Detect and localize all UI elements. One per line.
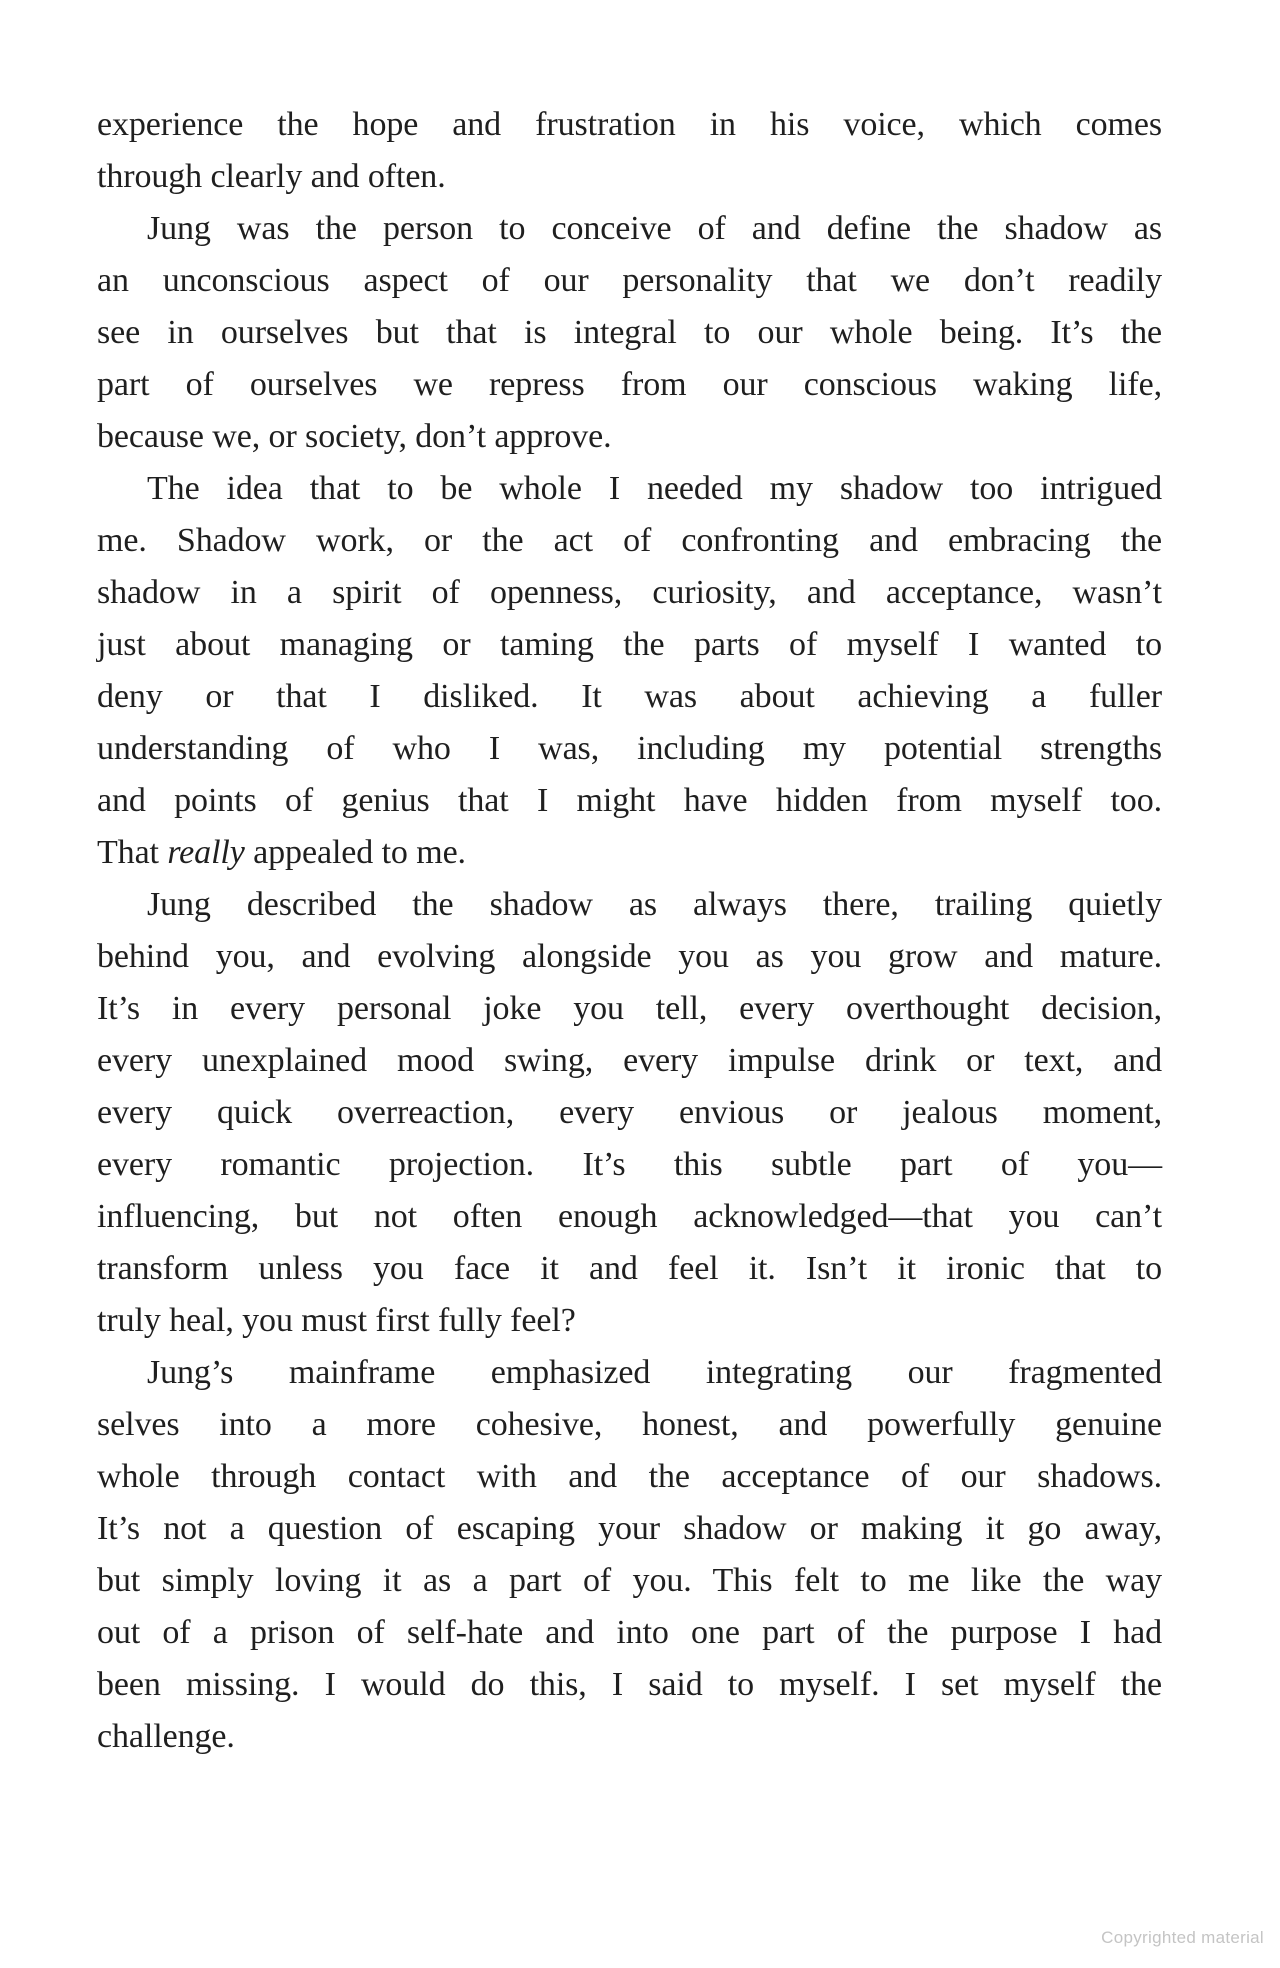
- text-line: [97, 515, 1162, 567]
- text-line: [97, 671, 1162, 723]
- text-line: [97, 255, 1162, 307]
- text-segment: every romantic projection. It’s this subtle part of you—: [97, 1146, 1162, 1183]
- text-line: [97, 775, 1162, 827]
- text-line: [97, 879, 1162, 931]
- text-line: [97, 1139, 1162, 1191]
- text-line: [97, 1243, 1162, 1295]
- text-segment: It’s not a question of escaping your shadow or making it go away,: [97, 1510, 1162, 1547]
- text-segment: out of a prison of self-hate and into one part of the purpose I had: [97, 1614, 1162, 1651]
- text-segment: every quick overreaction, every envious or jealous moment,: [97, 1094, 1162, 1131]
- paragraph: [97, 879, 1162, 1347]
- text-line: [97, 411, 1162, 463]
- paragraph: [97, 1347, 1162, 1763]
- text-segment: experience the hope and frustration in his voice, which comes: [97, 106, 1162, 143]
- text-line: [97, 1087, 1162, 1139]
- text-line: [97, 151, 1162, 203]
- text-segment: see in ourselves but that is integral to our whole being. It’s the: [97, 314, 1162, 351]
- text-segment: Jung described the shadow as always there, trailing quietly: [147, 886, 1162, 923]
- text-line: [97, 1399, 1162, 1451]
- text-segment: transform unless you face it and feel it. Isn’t it ironic that to: [97, 1250, 1162, 1287]
- text-line: [97, 1607, 1162, 1659]
- text-segment: and points of genius that I might have hidden from myself too.: [97, 782, 1162, 819]
- text-line: [97, 1451, 1162, 1503]
- text-line: [97, 1035, 1162, 1087]
- text-line: [97, 203, 1162, 255]
- text-line: [97, 567, 1162, 619]
- text-segment: Jung was the person to conceive of and define the shadow as: [147, 210, 1162, 247]
- text-segment: That: [97, 834, 168, 871]
- text-segment: influencing, but not often enough acknowledged—that you can’t: [97, 1198, 1162, 1235]
- text-line: [97, 359, 1162, 411]
- text-segment: appealed to me.: [244, 834, 466, 871]
- text-segment: truly heal, you must first fully feel?: [97, 1302, 576, 1339]
- text-line: [97, 463, 1162, 515]
- text-segment: behind you, and evolving alongside you as you grow and mature.: [97, 938, 1162, 975]
- text-segment: me. Shadow work, or the act of confronting and embracing the: [97, 522, 1162, 559]
- text-segment: understanding of who I was, including my potential strengths: [97, 730, 1162, 767]
- text-segment: It’s in every personal joke you tell, every overthought decision,: [97, 990, 1162, 1027]
- text-segment: just about managing or taming the parts of myself I wanted to: [97, 626, 1162, 663]
- text-segment: Jung’s mainframe emphasized integrating our fragmented: [147, 1354, 1162, 1391]
- text-segment: through clearly and often.: [97, 158, 446, 195]
- text-line: [97, 827, 1162, 879]
- text-line: [97, 1347, 1162, 1399]
- text-line: [97, 99, 1162, 151]
- text-segment: challenge.: [97, 1718, 235, 1755]
- text-line: [97, 1503, 1162, 1555]
- text-segment: been missing. I would do this, I said to myself. I set myself the: [97, 1666, 1162, 1703]
- text-line: [97, 307, 1162, 359]
- text-line: [97, 723, 1162, 775]
- text-segment: an unconscious aspect of our personality that we don’t readily: [97, 262, 1162, 299]
- text-segment: because we, or society, don’t approve.: [97, 418, 612, 455]
- text-segment: selves into a more cohesive, honest, and powerfully genuine: [97, 1406, 1162, 1443]
- paragraph: [97, 203, 1162, 463]
- text-segment: but simply loving it as a part of you. This felt to me like the way: [97, 1562, 1162, 1599]
- copyright-watermark: Copyrighted material: [1101, 1928, 1264, 1947]
- page-text-block: [97, 99, 1162, 1763]
- text-line: [97, 1711, 1162, 1763]
- text-segment: whole through contact with and the acceptance of our shadows.: [97, 1458, 1162, 1495]
- emphasized-text: really: [167, 834, 245, 871]
- text-line: [97, 1555, 1162, 1607]
- text-segment: deny or that I disliked. It was about achieving a fuller: [97, 678, 1162, 715]
- paragraph: [97, 99, 1162, 203]
- text-segment: part of ourselves we repress from our conscious waking life,: [97, 366, 1162, 403]
- text-line: [97, 1659, 1162, 1711]
- text-line: [97, 983, 1162, 1035]
- paragraph: [97, 463, 1162, 879]
- text-line: [97, 1191, 1162, 1243]
- text-line: [97, 931, 1162, 983]
- text-line: [97, 1295, 1162, 1347]
- text-segment: The idea that to be whole I needed my shadow too intrigued: [147, 470, 1162, 507]
- text-segment: shadow in a spirit of openness, curiosity, and acceptance, wasn’t: [97, 574, 1162, 611]
- text-segment: every unexplained mood swing, every impulse drink or text, and: [97, 1042, 1162, 1079]
- text-line: [97, 619, 1162, 671]
